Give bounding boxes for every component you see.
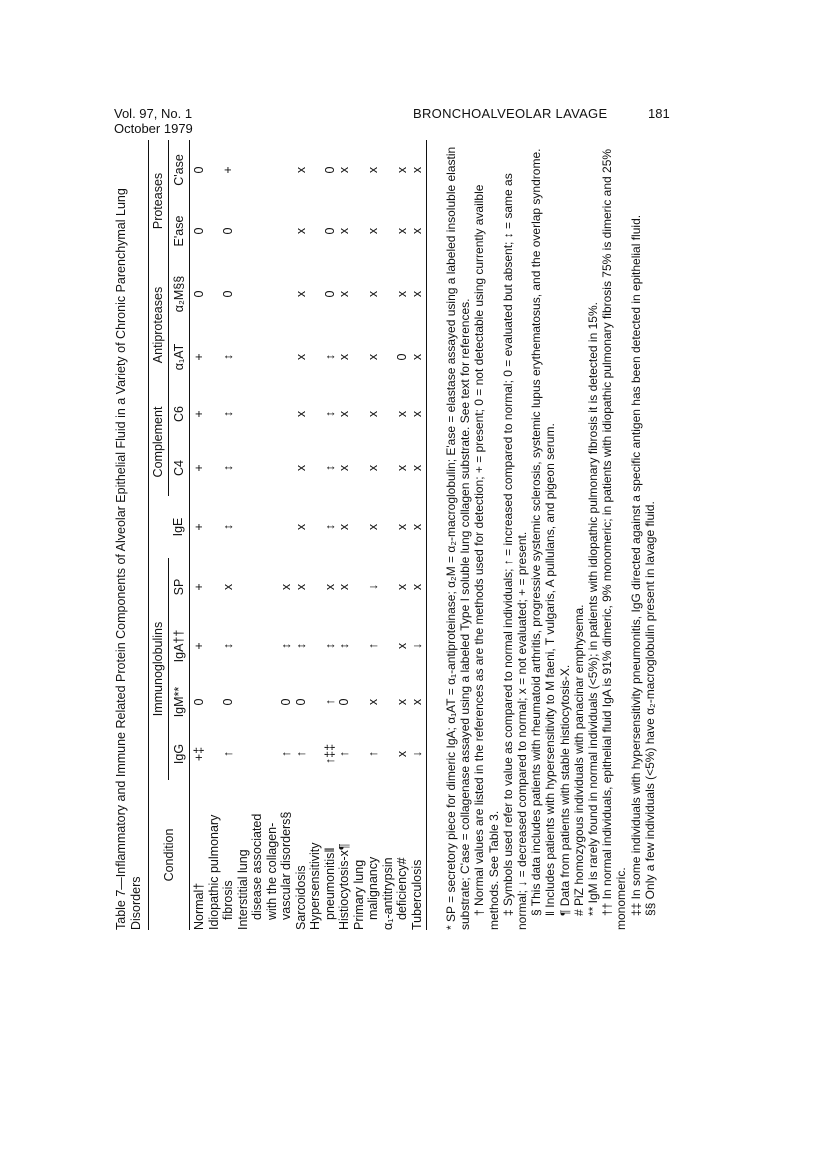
value-cell: x <box>337 523 351 531</box>
value-cell: + <box>192 583 206 591</box>
value-cell: ↑‡‡ <box>322 743 337 765</box>
table-row <box>294 140 309 930</box>
footnote: § This data includes patients with rheumatoid arthritis, progressive systemic sclerosis, systemic lupus erythematosus, and the overlap syndrome. <box>529 148 544 916</box>
value-cell: ↕ <box>221 523 235 531</box>
value-cell: ↕ <box>279 642 293 650</box>
value-cell: 0 <box>322 290 337 298</box>
table-row <box>410 140 427 930</box>
condition-cell <box>207 780 236 930</box>
value-cell: x <box>410 676 427 728</box>
table-caption: Table 7—Inflammatory and Immune Related Protein Components of Alveolar Epithelial Fluid in a Variety of Chronic Parenchymal Lung Disorders <box>114 188 143 930</box>
running-title: BRONCHOALVEOLAR LAVAGE <box>413 106 608 121</box>
footnote: † Normal values are listed in the references as are the methods used for detection; + = present; 0 = not detectable using currently availble methods. See Table 3. <box>472 184 501 930</box>
value-cell: x <box>395 166 409 174</box>
value-cell: x <box>395 750 409 758</box>
value-cell: x <box>293 290 308 298</box>
column-header: IgM** <box>168 676 190 728</box>
value-cell: 0 <box>322 227 337 235</box>
value-cell: x <box>395 464 409 472</box>
table-footnotes <box>444 140 657 930</box>
value-cell: ↑ <box>322 698 337 706</box>
footnote: ‡‡ In some individuals with hypersensitivity pneumonitis, IgG directed against a specific antigen has been detected in epithelial fluid. <box>628 214 643 916</box>
footnote: ** IgM is rarely found in normal individuals (<5%); in patients with idiopathic pulmonary fibrosis it is detected in 15%. <box>586 302 601 916</box>
value-cell: x <box>395 227 409 235</box>
value-cell: + <box>192 523 206 531</box>
footnote: ‖ Includes patients with hypersensitivity to M faeni, T vulgaris, A pullulans, and pigeon serum. <box>543 423 558 916</box>
column-header: C6 <box>168 388 190 440</box>
value-cell: ↕ <box>221 642 235 650</box>
value-cell: ↓ <box>410 616 427 676</box>
condition-line: Tuberculosis <box>409 859 424 930</box>
value-cell: ↕ <box>221 410 235 418</box>
group-immunoglobulins: Immunoglobulins <box>149 558 169 780</box>
value-cell: ↑ <box>221 750 235 758</box>
group-antiproteases: Antiproteases <box>149 262 169 388</box>
condition-cell <box>352 780 381 930</box>
rotated-table-block <box>114 140 657 930</box>
footnote: * SP = secretory piece for dimeric IgA; α₁AT = α₁-antiproteinase; α₂M = α₂-macroglobulin; E'ase = elastase assayed using a labeled insoluble elastin substrate; C'ase = collagenase assayed using a labeled Type I soluble lung collagen substrate. See text for references. <box>444 146 473 930</box>
value-cell: 0 <box>221 698 235 706</box>
value-cell: x <box>366 523 380 531</box>
condition-cell <box>294 780 309 930</box>
value-cell: ↕ <box>293 642 308 650</box>
value-cell: x <box>410 558 427 616</box>
value-cell: 0 <box>322 166 337 174</box>
value-cell: x <box>366 227 380 235</box>
column-header: C4 <box>168 440 190 496</box>
value-cell: x <box>337 290 351 298</box>
value-cell: ↓ <box>410 728 427 780</box>
condition-header: Condition <box>149 780 190 930</box>
value-cell: + <box>192 642 206 650</box>
value-cell: 0 <box>192 698 206 706</box>
group-complement: Complement <box>149 388 169 496</box>
value-cell: x <box>410 326 427 388</box>
value-cell <box>236 440 294 496</box>
group-header-row <box>149 140 169 930</box>
value-cell: x <box>395 698 409 706</box>
value-cell: + <box>192 464 206 472</box>
condition-line: Interstitial lung <box>235 849 250 930</box>
value-cell: 0 <box>293 698 308 706</box>
value-cell: x <box>293 464 308 472</box>
value-cell: x <box>366 353 380 361</box>
value-cell: + <box>192 353 206 361</box>
condition-line: deficiency# <box>395 857 409 920</box>
column-header: α₂M§§ <box>168 262 190 326</box>
value-cell: ↕ <box>337 642 351 650</box>
value-cell: x <box>337 464 351 472</box>
value-cell <box>236 388 294 440</box>
value-cell: x <box>293 166 308 174</box>
value-cell: ↕ <box>221 464 235 472</box>
condition-line: α₁-antitrypsin <box>380 857 395 930</box>
condition-line: disease associated <box>250 813 264 920</box>
group-proteases: Proteases <box>149 140 169 262</box>
value-cell: ↕ <box>322 642 337 650</box>
value-cell: x <box>221 583 235 591</box>
value-cell: x <box>337 353 351 361</box>
value-cell: x <box>322 583 337 591</box>
condition-cell <box>410 780 427 930</box>
condition-cell <box>190 780 207 930</box>
condition-line: vascular disorders§ <box>279 811 293 920</box>
table-row <box>190 140 207 930</box>
value-cell: ↑ <box>366 642 380 650</box>
condition-line: Normal† <box>192 882 206 930</box>
value-cell: x <box>410 200 427 262</box>
value-cell: 0 <box>337 698 351 706</box>
footnote: ¶ Data from patients with stable histiocytosis-X. <box>557 664 572 916</box>
value-cell: 0 <box>192 227 206 235</box>
value-cell: 0 <box>192 290 206 298</box>
column-header: IgG <box>168 728 190 780</box>
value-cell: ↑ <box>366 750 380 758</box>
table-row <box>381 140 410 930</box>
table-row <box>337 140 352 930</box>
value-cell: x <box>337 227 351 235</box>
condition-line: fibrosis <box>221 880 235 920</box>
value-cell: 0 <box>221 290 235 298</box>
value-cell: x <box>366 464 380 472</box>
condition-line: pneumonitis‖ <box>322 847 337 920</box>
condition-cell <box>337 780 352 930</box>
value-cell: x <box>395 642 409 650</box>
value-cell: x <box>366 410 380 418</box>
condition-line: Primary lung <box>351 859 366 930</box>
value-cell: x <box>293 523 308 531</box>
value-cell: ↕ <box>322 353 337 361</box>
value-cell: x <box>410 440 427 496</box>
page-number: 181 <box>648 106 670 121</box>
table-body <box>190 140 427 930</box>
value-cell: ↑ <box>279 750 293 758</box>
table-row <box>308 140 337 930</box>
value-cell: x <box>279 583 293 591</box>
value-cell: 0 <box>395 353 409 361</box>
condition-line: malignancy <box>366 856 380 920</box>
condition-line: Hypersensitivity <box>308 842 322 930</box>
column-header: IgE <box>168 496 190 558</box>
value-cell: x <box>293 227 308 235</box>
column-header: SP <box>168 558 190 616</box>
table-row <box>236 140 294 930</box>
value-cell: x <box>410 496 427 558</box>
footnote: †† In normal individuals, epithelial fluid IgA is 91% dimeric, 9% monomeric; in patients with idiopathic pulmonary fibrosis 75% is dimeric and 25% monomeric. <box>600 148 629 930</box>
date-line: October 1979 <box>114 121 193 136</box>
column-header: C'ase <box>168 140 190 200</box>
column-header: α₁AT <box>168 326 190 388</box>
value-cell: x <box>410 388 427 440</box>
value-cell: ↕ <box>322 410 337 418</box>
footnote: # PiZ homozygous individuals with panacinar emphysema. <box>571 604 586 916</box>
footnote: ‡ Symbols used refer to value as compared to normal individuals; ↑ = increased compared to normal; 0 = evaluated but absent; ↕ = same as normal; ↓ = decreased compared to normal; x = not evaluated; + = present. <box>500 173 530 930</box>
value-cell: x <box>410 140 427 200</box>
journal-volume-header <box>114 106 193 136</box>
value-cell: ↓ <box>366 583 380 591</box>
value-cell: x <box>337 166 351 174</box>
value-cell: x <box>410 262 427 326</box>
value-cell: x <box>366 166 380 174</box>
value-cell: x <box>366 698 380 706</box>
value-cell: x <box>293 353 308 361</box>
table-row <box>207 140 236 930</box>
value-cell: x <box>337 583 351 591</box>
condition-line: Histiocytosis-x¶ <box>337 843 351 930</box>
condition-line: Sarcoidosis <box>293 865 308 930</box>
value-cell: x <box>395 290 409 298</box>
footnote: §§ Only a few individuals (<5%) have α₂-macroglobulin present in lavage fluid. <box>642 501 657 916</box>
value-cell: ↕ <box>322 523 337 531</box>
value-cell: +‡ <box>192 746 206 762</box>
value-cell: ↑ <box>337 750 351 758</box>
condition-cell <box>308 780 337 930</box>
value-cell <box>236 262 294 326</box>
value-cell: x <box>366 290 380 298</box>
value-cell: x <box>337 410 351 418</box>
value-cell: x <box>395 410 409 418</box>
column-header: E'ase <box>168 200 190 262</box>
table-row <box>352 140 381 930</box>
condition-cell <box>236 780 294 930</box>
value-cell: x <box>293 583 308 591</box>
value-cell: 0 <box>221 227 235 235</box>
value-cell: x <box>293 410 308 418</box>
value-cell: ↑ <box>293 750 308 758</box>
volume-line: Vol. 97, No. 1 <box>114 106 193 121</box>
protein-components-table <box>148 140 427 930</box>
value-cell: x <box>395 523 409 531</box>
value-cell: ↕ <box>322 464 337 472</box>
condition-cell <box>381 780 410 930</box>
value-cell <box>236 140 294 200</box>
value-cell: x <box>395 583 409 591</box>
value-cell <box>236 496 294 558</box>
value-cell: 0 <box>192 166 206 174</box>
value-cell: + <box>192 410 206 418</box>
value-cell: + <box>221 166 235 174</box>
value-cell: 0 <box>279 698 293 706</box>
condition-line: Idiopathic pulmonary <box>206 814 221 930</box>
value-cell <box>236 200 294 262</box>
condition-line: with the collagen- <box>264 822 279 920</box>
value-cell <box>236 326 294 388</box>
value-cell: ↕ <box>221 353 235 361</box>
column-header: IgA†† <box>168 616 190 676</box>
